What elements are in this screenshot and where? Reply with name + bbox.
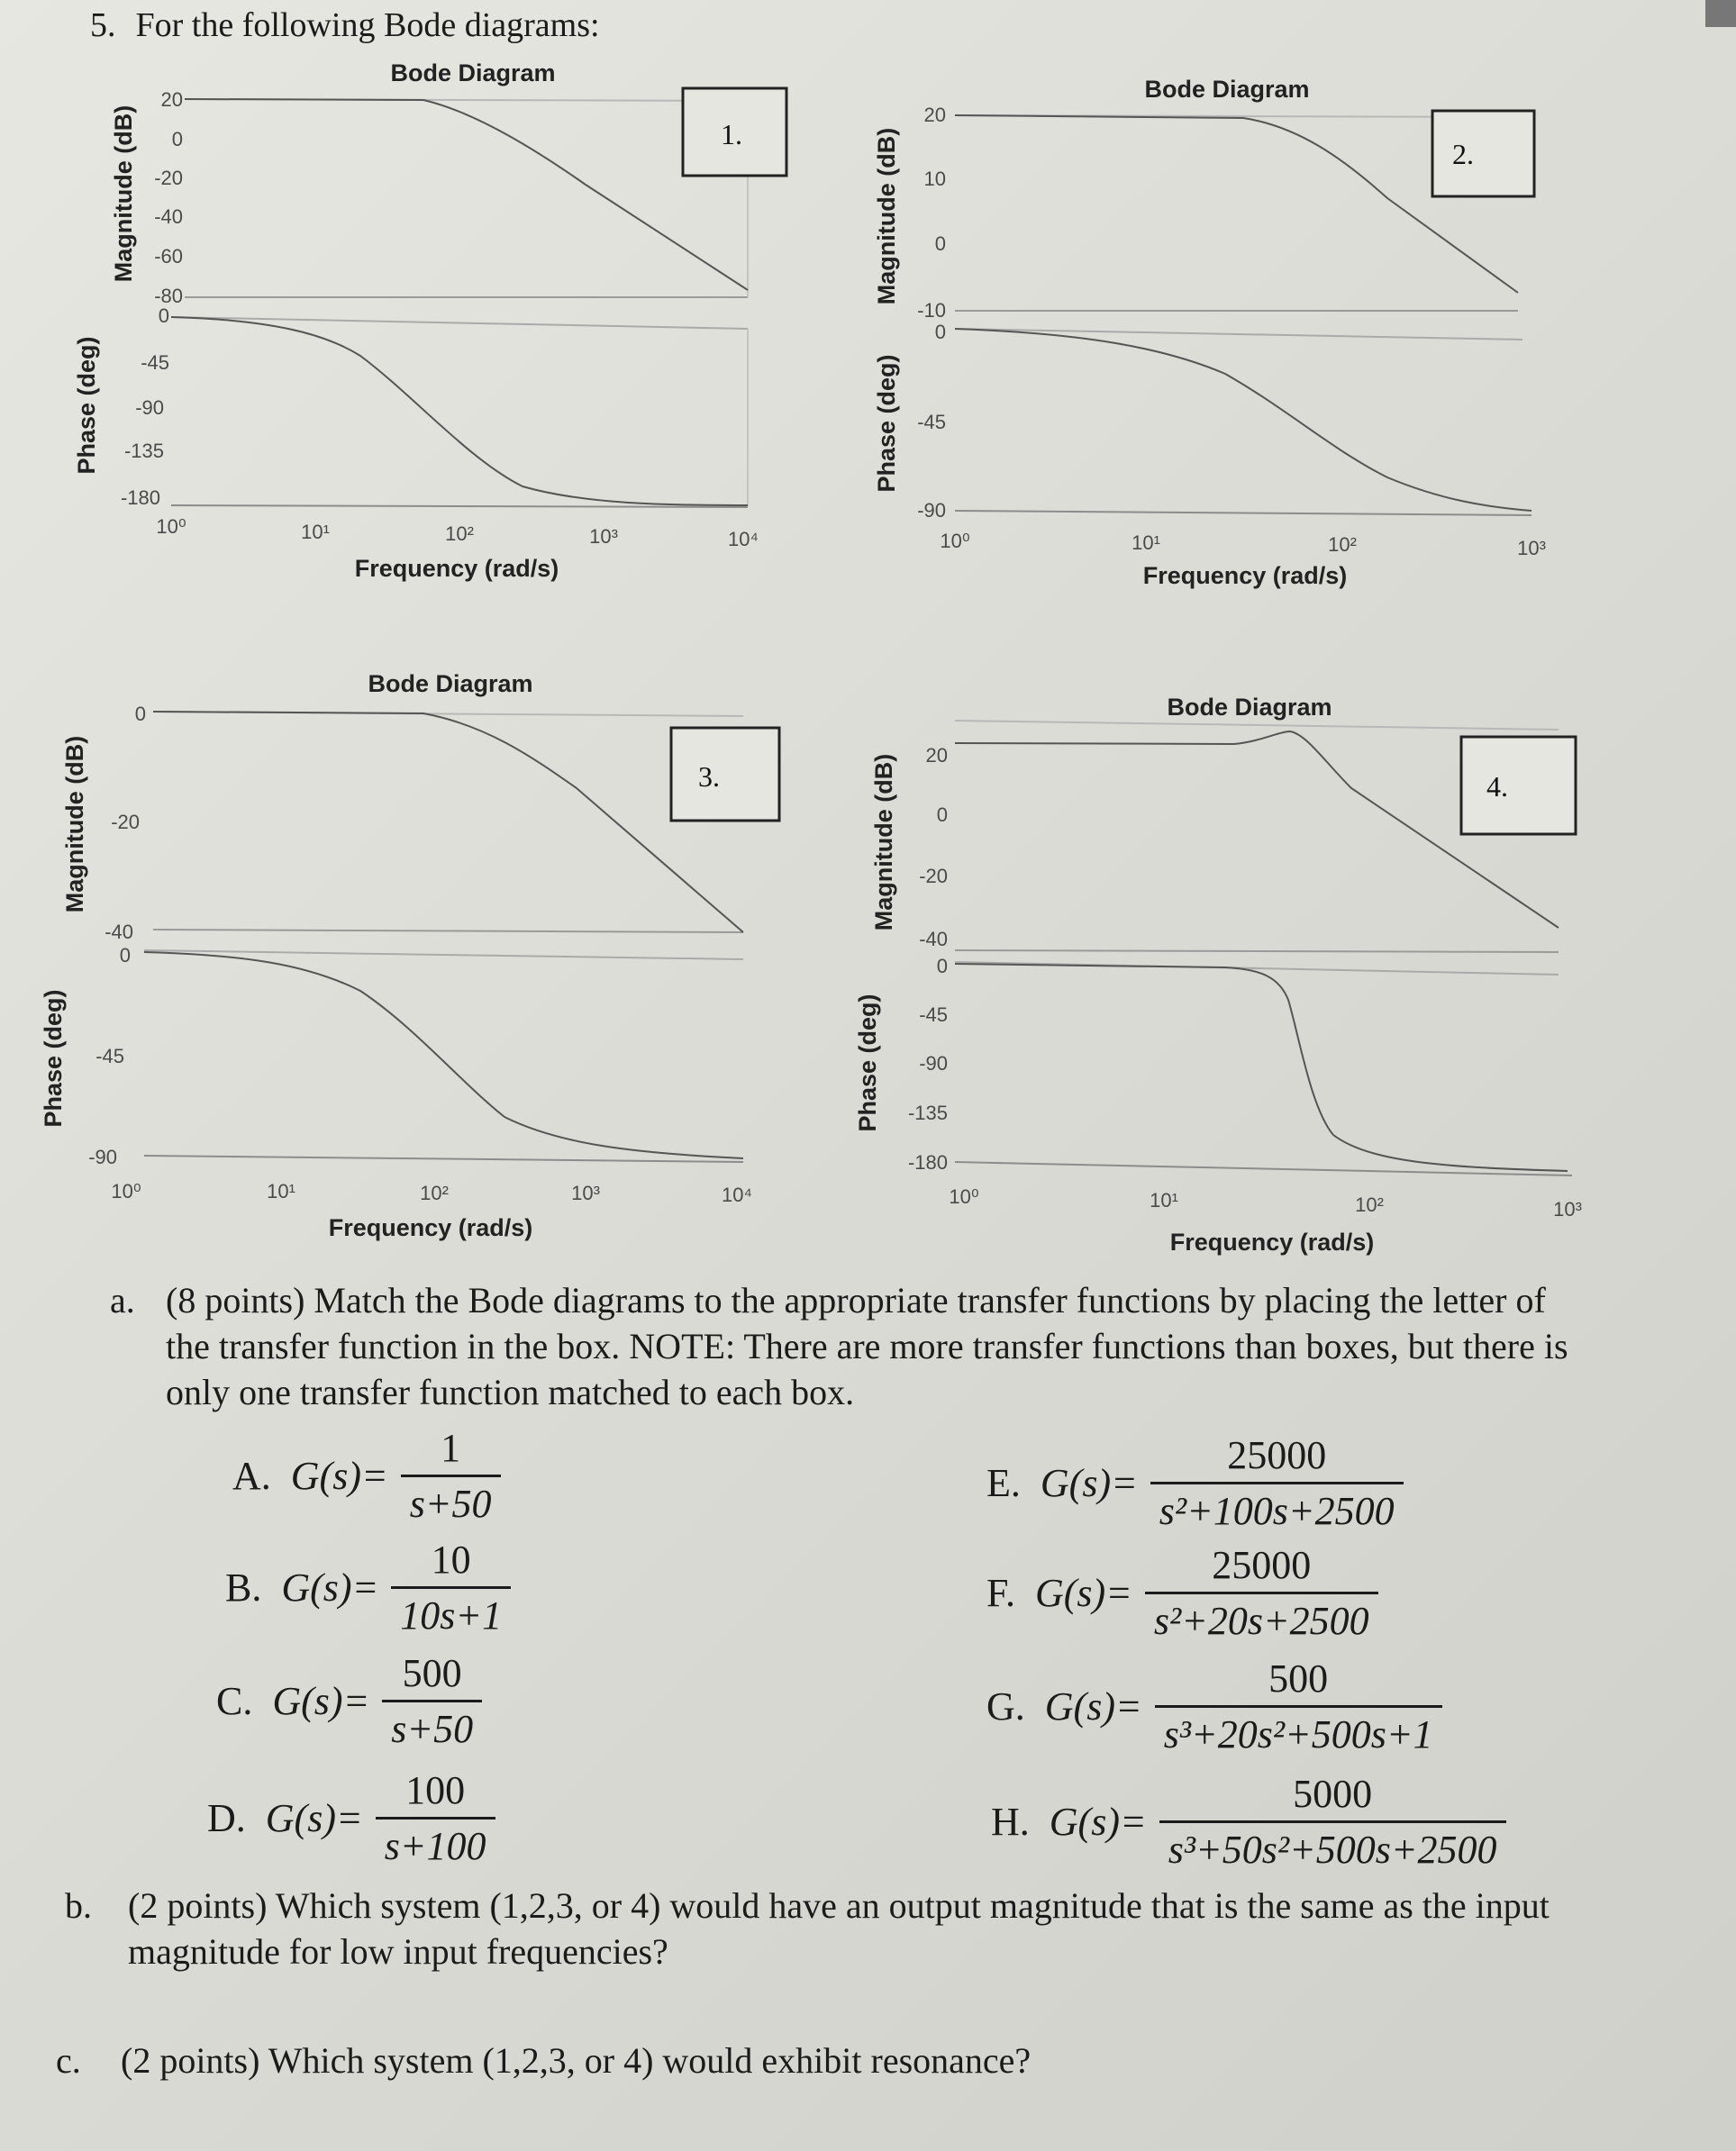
part-c-label: c.: [56, 2040, 81, 2081]
plot-4-mag-tick: 0: [936, 803, 948, 826]
plot-2-mag-tick: -10: [917, 299, 946, 322]
tf-lhs: G(s)=: [281, 1566, 379, 1610]
part-a-text: (8 points) Match the Bode diagrams to the appropriate transfer functions by placing the letter of the transfer function in the box. NOTE: There are more transfer functions than boxes, but there is only one transfer function matched to each box.: [166, 1280, 1568, 1412]
bode-plot-2: [873, 76, 1546, 589]
tf-letter: G.: [986, 1684, 1025, 1729]
tf-option-b: [225, 1537, 511, 1638]
plot-2-phase-label: Phase (deg): [873, 354, 900, 493]
tf-letter: H.: [991, 1800, 1030, 1844]
plot-3-x-tick: 10⁴: [722, 1184, 752, 1206]
question-number: 5.: [90, 6, 116, 44]
part-b-text: (2 points) Which system (1,2,3, or 4) would have an output magnitude that is the same as the input magnitude for low input frequencies?: [128, 1885, 1550, 1972]
plot-2-x-tick: 10⁰: [940, 530, 970, 552]
plot-3-title: Bode Diagram: [368, 670, 533, 697]
part-a-label: a.: [110, 1280, 135, 1321]
plot-3-answer-box[interactable]: [671, 728, 779, 821]
plot-3-x-tick: 10⁰: [111, 1180, 141, 1203]
tf-letter: C.: [216, 1679, 253, 1723]
tf-letter: D.: [207, 1796, 246, 1840]
plot-1-magnitude-label: Magnitude (dB): [110, 104, 137, 283]
plot-3-magnitude-label: Magnitude (dB): [61, 735, 88, 913]
tf-letter: A.: [232, 1454, 271, 1498]
tf-lhs: G(s)=: [290, 1454, 388, 1498]
plot-1-mag-tick: -40: [154, 205, 183, 228]
part-b-label: b.: [65, 1885, 92, 1926]
plot-1-x-tick: 10²: [445, 522, 474, 545]
bode-plot-1: [73, 59, 786, 582]
plot-2-x-tick: 10³: [1517, 537, 1546, 559]
plot-4-phase-tick: -180: [907, 1151, 948, 1174]
plot-2-phase-tick: -90: [917, 499, 946, 522]
part-a: [110, 1277, 1578, 1421]
plot-1-mag-tick: 20: [160, 88, 183, 111]
tf-fraction: [1145, 1542, 1378, 1644]
plot-4-x-tick: 10¹: [1150, 1189, 1178, 1212]
plot-2-box-label: 2.: [1452, 138, 1474, 170]
part-c-text: (2 points) Which system (1,2,3, or 4) would exhibit resonance?: [121, 2040, 1032, 2081]
plot-1-x-tick: 10⁰: [156, 515, 186, 538]
tf-option-a: [232, 1425, 501, 1527]
tf-option-f: [986, 1542, 1378, 1644]
plot-3-phase-tick: -45: [95, 1045, 124, 1067]
plot-2-phase-curve: [955, 329, 1531, 511]
plot-2-mag-tick: 0: [934, 232, 946, 255]
plot-4-x-tick: 10²: [1355, 1193, 1384, 1216]
tf-denominator: s+50: [401, 1475, 501, 1527]
tf-lhs: G(s)=: [1049, 1800, 1147, 1844]
tf-fraction: [1159, 1771, 1506, 1873]
tf-lhs: G(s)=: [1034, 1571, 1132, 1615]
plot-3-phase-label: Phase (deg): [40, 989, 67, 1128]
tf-fraction: [391, 1537, 511, 1638]
plot-2-mag-tick: 10: [923, 168, 946, 190]
part-c: [56, 2038, 1587, 2092]
plot-4-phase-tick: -135: [907, 1102, 948, 1124]
plot-4-phase-label: Phase (deg): [854, 994, 881, 1132]
plot-1-xlabel: Frequency (rad/s): [354, 555, 559, 582]
tf-denominator: s³+20s²+500s+1: [1155, 1705, 1442, 1757]
plot-1-x-tick: 10⁴: [728, 528, 759, 550]
tf-lhs: G(s)=: [272, 1679, 370, 1723]
plot-1-magnitude-curve: [185, 99, 748, 290]
plot-1-phase-tick: 0: [158, 304, 169, 327]
plot-4-phase-curve: [955, 964, 1568, 1171]
bode-plot-3: [40, 670, 779, 1241]
tf-denominator: s³+50s²+500s+2500: [1159, 1820, 1506, 1873]
tf-numerator: 500: [402, 1651, 462, 1695]
plot-3-x-tick: 10¹: [267, 1180, 295, 1203]
plot-1-box-label: 1.: [721, 118, 742, 150]
tf-option-e: [986, 1432, 1404, 1534]
plot-1-x-tick: 10¹: [301, 521, 330, 543]
plot-3-x-tick: 10³: [571, 1182, 600, 1204]
plot-4-xlabel: Frequency (rad/s): [1169, 1229, 1375, 1256]
tf-denominator: s+50: [382, 1700, 482, 1752]
tf-lhs: G(s)=: [1044, 1684, 1142, 1729]
plot-4-magnitude-label: Magnitude (dB): [870, 753, 897, 931]
plot-1-phase-label: Phase (deg): [73, 336, 100, 475]
tf-numerator: 1: [441, 1426, 461, 1470]
plot-3-mag-tick: 0: [134, 703, 146, 725]
plot-1-phase-tick: -90: [135, 396, 164, 419]
plot-2-answer-box[interactable]: [1432, 111, 1534, 196]
plot-3-mag-tick: -40: [105, 921, 133, 943]
question-text: For the following Bode diagrams:: [135, 6, 600, 44]
plot-2-mag-tick: 20: [923, 104, 946, 126]
tf-denominator: s²+20s+2500: [1145, 1592, 1378, 1644]
tf-numerator: 10: [431, 1538, 471, 1582]
plot-1-mag-tick: 0: [171, 128, 183, 150]
plot-4-answer-box[interactable]: [1461, 737, 1576, 834]
plot-1-phase-curve: [171, 317, 748, 505]
plot-1-mag-tick: -60: [154, 245, 183, 268]
tf-fraction: [376, 1767, 495, 1869]
plot-2-magnitude-label: Magnitude (dB): [873, 127, 900, 305]
tf-option-d: [207, 1767, 495, 1869]
plot-4-phase-tick: -90: [919, 1052, 948, 1075]
plot-4-x-tick: 10³: [1553, 1198, 1582, 1221]
plot-2-phase-tick: -45: [917, 411, 946, 433]
tf-fraction: [1155, 1656, 1442, 1757]
tf-lhs: G(s)=: [1040, 1461, 1138, 1505]
tf-fraction: [1150, 1432, 1404, 1534]
plot-1-phase-tick: -135: [123, 440, 164, 462]
tf-letter: B.: [225, 1566, 262, 1610]
tf-option-c: [216, 1650, 482, 1752]
tf-option-g: [986, 1656, 1442, 1757]
plot-2-xlabel: Frequency (rad/s): [1142, 562, 1348, 589]
tf-numerator: 25000: [1212, 1543, 1312, 1587]
plot-3-x-tick: 10²: [420, 1182, 449, 1204]
plot-3-phase-tick: -90: [88, 1146, 117, 1168]
plot-4-mag-tick: -40: [919, 928, 948, 950]
tf-denominator: s+100: [376, 1817, 495, 1869]
plot-3-box-label: 3.: [698, 760, 720, 793]
plot-4-phase-tick: -45: [919, 1003, 948, 1026]
plot-1-mag-tick: -20: [154, 167, 183, 189]
plot-4-x-tick: 10⁰: [949, 1185, 979, 1208]
tf-numerator: 5000: [1293, 1772, 1373, 1816]
part-b: [65, 1883, 1596, 1982]
plot-3-magnitude-curve: [153, 712, 743, 932]
plot-3-xlabel: Frequency (rad/s): [328, 1214, 533, 1241]
plot-2-phase-tick: 0: [934, 321, 946, 343]
tf-letter: F.: [986, 1571, 1015, 1615]
tf-denominator: s²+100s+2500: [1150, 1482, 1404, 1534]
tf-fraction: [382, 1650, 482, 1752]
plot-4-box-label: 4.: [1486, 770, 1508, 803]
tf-option-h: [991, 1771, 1506, 1873]
tf-numerator: 100: [405, 1768, 466, 1812]
plot-4-mag-tick: 20: [925, 744, 948, 767]
tf-numerator: 500: [1268, 1656, 1329, 1701]
plot-1-title: Bode Diagram: [390, 59, 556, 86]
plot-1-x-tick: 10³: [589, 525, 618, 548]
tf-denominator: 10s+1: [391, 1586, 511, 1638]
plot-4-title: Bode Diagram: [1167, 694, 1332, 721]
plot-2-x-tick: 10²: [1328, 533, 1357, 556]
tf-letter: E.: [986, 1461, 1021, 1505]
tf-lhs: G(s)=: [265, 1796, 363, 1840]
plot-4-phase-tick: 0: [936, 955, 948, 977]
plot-1-phase-tick: -180: [120, 486, 160, 509]
plot-2-title: Bode Diagram: [1144, 76, 1310, 103]
plot-1-phase-tick: -45: [141, 351, 169, 374]
plot-1-mag-tick: -80: [154, 285, 183, 307]
plot-3-phase-tick: 0: [119, 944, 131, 967]
corner-tab: [1705, 0, 1736, 27]
plot-3-phase-curve: [144, 952, 743, 1158]
tf-numerator: 25000: [1227, 1433, 1327, 1477]
plot-3-mag-tick: -20: [111, 811, 140, 833]
plot-4-mag-tick: -20: [919, 865, 948, 887]
plot-2-x-tick: 10¹: [1132, 531, 1160, 554]
bode-plot-4: [854, 694, 1582, 1256]
tf-fraction: [401, 1425, 501, 1527]
